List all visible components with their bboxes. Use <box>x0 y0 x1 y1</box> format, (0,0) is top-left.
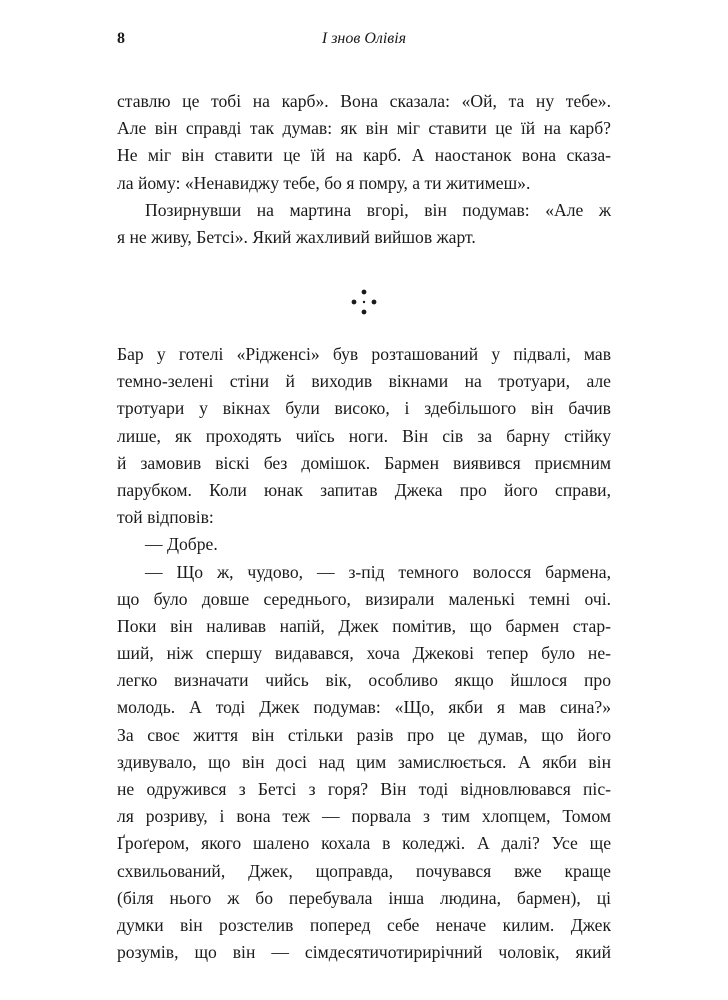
text-line: що було довше середнього, визирали маленькі темні очі. <box>117 588 611 609</box>
text-line: тротуари у вікнах були високо, і здебільшого він бачив <box>117 398 611 419</box>
text-line: я не живу, Бетсі». Який жахливий вийшов жарт. <box>117 226 476 247</box>
text-line: За своє життя він стільки разів про це думав, що його <box>117 724 611 745</box>
text-line: Ґроґером, якого шалено кохала в коледжі. А далі? Усе ще <box>117 833 611 854</box>
text-line: й замовив віскі без домішок. Бармен виявився приємним <box>117 452 611 473</box>
text-line: — Добре. <box>145 534 218 555</box>
text-line: парубком. Коли юнак запитав Джека про його справи, <box>117 479 611 500</box>
four-dots-ornament-icon <box>346 284 382 320</box>
running-title: І знов Олівія <box>321 30 407 47</box>
text-line: Позирнувши на мартина вгорі, він подумав: «Але ж <box>145 199 611 220</box>
text-line: ля розриву, і вона теж — порвала з тим хлопцем, Томом <box>117 806 611 827</box>
text-line: лише, як проходять чиїсь ноги. Він сів за барну стійку <box>117 425 611 446</box>
text-line: ставлю це тобі на карб». Вона сказала: «Ой, та ну тебе». <box>117 91 611 111</box>
text-block-2 <box>117 341 611 966</box>
text-line: думки він розстелив поперед себе неначе килим. Джек <box>117 914 611 935</box>
text-line: розумів, що він — сімдесятичотирирічний чоловік, який <box>117 942 611 963</box>
text-line: — Що ж, чудово, — з-під темного волосся бармена, <box>145 561 611 582</box>
text-line: молодь. А тоді Джек подумав: «Що, якби я мав сина?» <box>117 697 611 718</box>
text-block-1 <box>117 88 611 251</box>
page-number: 8 <box>117 30 125 47</box>
text-line: здивувало, що він досі над цим замислюється. А якби він <box>117 751 611 772</box>
text-line: темно-зелені стіни й виходив вікнами на тротуари, але <box>117 371 611 392</box>
text-line: той відповів: <box>117 507 214 528</box>
text-line: (біля нього ж бо перебувала інша людина, бармен), ці <box>117 887 611 908</box>
text-line: Бар у готелі «Рідженсі» був розташований у підвалі, мав <box>117 344 611 364</box>
text-line: схвильований, Джек, щоправда, почувався вже краще <box>117 860 611 881</box>
text-line: Не міг він ставити це їй на карб. А наостанок вона сказа- <box>117 145 611 166</box>
text-line: ла йому: «Ненавиджу тебе, бо я помру, а ти житимеш». <box>117 172 531 193</box>
text-line: не одружився з Бетсі з горя? Він тоді відновлювався піс- <box>117 779 611 799</box>
text-line: легко визначати чийсь вік, особливо якщо йшлося про <box>117 670 611 691</box>
text-line: ший, ніж спершу видавався, хоча Джекові тепер було не- <box>117 643 611 664</box>
text-line: Але він справді так думав: як він міг ставити це їй на карб? <box>117 118 611 139</box>
text-line: Поки він наливав напій, Джек помітив, що бармен стар- <box>117 615 611 636</box>
